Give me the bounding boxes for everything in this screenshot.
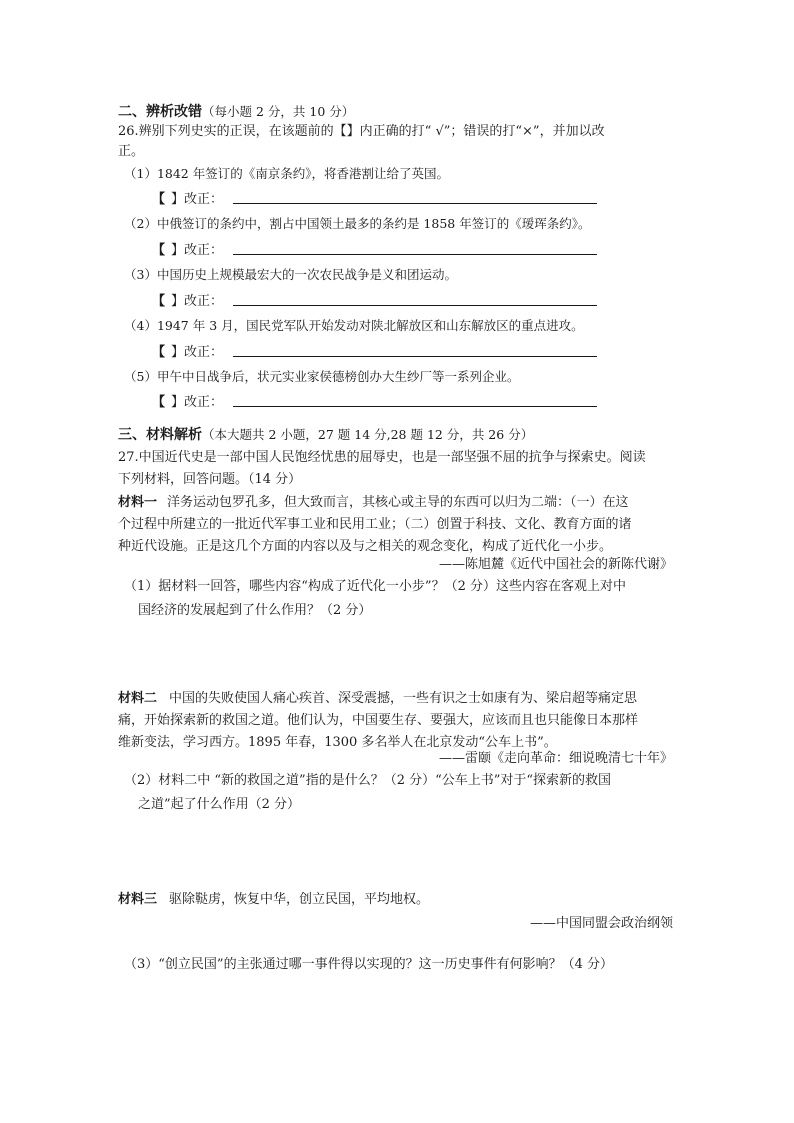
answer-bracket-close: 】改正： (171, 243, 224, 258)
material-2-line1 (118, 687, 637, 706)
q26-item-1: （1）1842 年签订的《南京条约》，将香港割让给了英国。 (124, 166, 449, 181)
material-2-label: 材料二 (118, 691, 158, 706)
material-1-line2: 个过程中所建立的一批近代军事工业和民用工业；（二）创置于科技、文化、教育方面的诸 (118, 517, 632, 532)
q26-item-1-answer (152, 188, 223, 207)
q27-stem-line1: 27.中国近代史是一部中国人民饱经忧患的屈辱史，也是一部坚强不屈的抗争与探索史。阅读 (118, 450, 646, 465)
answer-bracket-open[interactable]: 【 (152, 294, 166, 309)
section2-title: 二、辨析改错 (118, 104, 202, 120)
q27-sub2-line1: （2）材料二中 “新的救国之道”指的是什么？（2 分）“公车上书”对于“探索新的救国 (124, 773, 612, 788)
section3-score-note: （本大题共 2 小题，27 题 14 分,28 题 12 分，共 26 分） (202, 427, 534, 442)
q26-item-5-answer (152, 391, 223, 410)
q26-stem-line2: 正。 (118, 144, 145, 159)
material-1-line3: 种近代设施。正是这几个方面的内容以及与之相关的观念变化，构成了近代化一小步。 (118, 539, 613, 554)
q26-item-5: （5）甲午中日战争后，状元实业家侯德榜创办大生纱厂等一系列企业。 (124, 369, 520, 384)
answer-bracket-close: 】改正： (171, 192, 224, 207)
q27-stem-line2: 下列材料，回答问题。（14 分） (118, 472, 302, 487)
material-2-line2: 痛，开始探索新的救国之道。他们认为，中国要生存、要强大，应该而且也只能像日本那样 (118, 713, 639, 728)
material-1-line1 (118, 491, 629, 510)
material-1-source: ——陈旭麓《近代中国社会的新陈代谢》 (438, 557, 673, 572)
material-3-source: ——中国同盟会政治纲领 (529, 916, 673, 931)
material-1-text-1: 洋务运动包罗孔多，但大致而言，其核心或主导的东西可以归为二端：（一）在这 (167, 495, 629, 510)
material-1-label: 材料一 (118, 495, 158, 510)
material-2-text-1: 中国的失败使国人痛心疾首、深受震撼，一些有识之士如康有为、梁启超等痛定思 (169, 691, 638, 706)
answer-bracket-close: 】改正： (171, 294, 224, 309)
q26-item-1-correction-line[interactable] (233, 203, 597, 204)
material-3-label: 材料三 (118, 892, 158, 907)
material-2-source: ——雷颐《走向革命：细说晚清七十年》 (438, 751, 673, 766)
q26-item-3: （3）中国历史上规模最宏大的一次农民战争是义和团运动。 (124, 267, 457, 282)
q26-stem-line1: 26.辨别下列史实的正误，在该题前的【】内正确的打“ √”；错误的打“×”，并加以改 (118, 124, 605, 139)
q26-item-3-correction-line[interactable] (233, 305, 597, 306)
answer-bracket-open[interactable]: 【 (152, 192, 166, 207)
answer-bracket-close: 】改正： (171, 345, 224, 360)
section3-heading (118, 424, 533, 444)
q27-sub1-line2: 国经济的发展起到了什么作用？（2 分） (138, 603, 372, 618)
material-3-text-1: 驱除鞑虏，恢复中华，创立民国，平均地权。 (169, 892, 430, 907)
q26-item-3-answer (152, 290, 223, 309)
answer-bracket-close: 】改正： (171, 395, 224, 410)
q26-item-2-answer (152, 239, 223, 258)
section3-title: 三、材料解析 (118, 427, 202, 443)
q27-sub2-line2: 之道”起了什么作用（2 分） (138, 797, 301, 812)
material-2-line3: 维新变法，学习西方。1895 年春，1300 多名举人在北京发动“公车上书”。 (118, 735, 557, 750)
section2-heading (118, 101, 354, 121)
q26-item-2: （2）中俄签订的条约中，割占中国领土最多的条约是 1858 年签订的《瑷珲条约》。 (124, 216, 591, 231)
q26-item-5-correction-line[interactable] (233, 406, 597, 407)
q27-sub1-line1: （1）据材料一回答，哪些内容“构成了近代化一小步”？（2 分）这些内容在客观上对中 (124, 579, 626, 594)
answer-bracket-open[interactable]: 【 (152, 243, 166, 258)
answer-bracket-open[interactable]: 【 (152, 345, 166, 360)
q26-item-4-correction-line[interactable] (233, 356, 597, 357)
q26-item-4: （4）1947 年 3 月，国民党军队开始发动对陕北解放区和山东解放区的重点进攻。 (124, 318, 584, 333)
answer-bracket-open[interactable]: 【 (152, 395, 166, 410)
section2-score-note: （每小题 2 分，共 10 分） (202, 104, 355, 119)
q26-item-4-answer (152, 341, 223, 360)
material-3-line1 (118, 888, 429, 907)
q26-item-2-correction-line[interactable] (233, 254, 597, 255)
q27-sub3-line1: （3）“创立民国”的主张通过哪一事件得以实现的？这一历史事件有何影响？（4 分） (124, 957, 613, 972)
